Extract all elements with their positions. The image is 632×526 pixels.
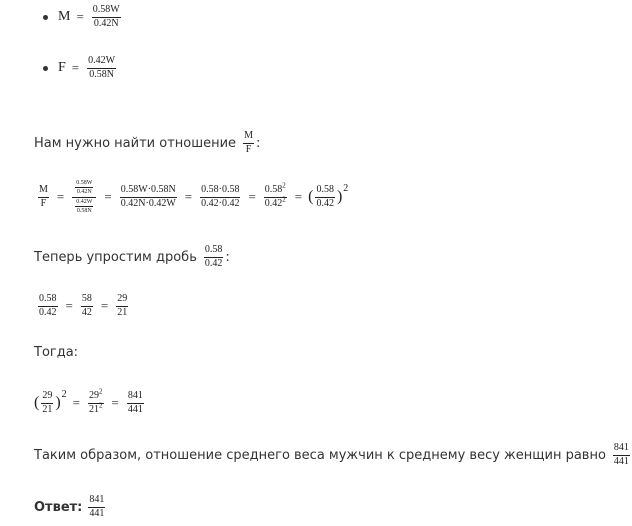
fraction-m-f: $\frac{M}{F}$ (244, 130, 253, 155)
fraction-step4: $\frac{0.58^2}{0.42^2}$ (264, 181, 286, 209)
equals-sign: = (76, 9, 84, 24)
fraction: $\frac{29}{21}$ (117, 293, 128, 318)
nested-fraction: $\frac{\frac{0.58W}{0.42N}}{\frac{0.42W}{0.58N}}$ (72, 180, 96, 214)
fraction-squared: $\frac{29^2}{21^2}$ (89, 387, 103, 415)
fraction: $\frac{29}{21}$ (42, 390, 53, 415)
paragraph-find-ratio: Нам нужно найти отношение $\frac{M}{F}$ : (34, 130, 261, 155)
answer-label: Ответ: (34, 499, 83, 515)
paragraph-simplify: Теперь упростим дробь $\frac{0.58}{0.42}$ : (34, 244, 230, 269)
answer (34, 495, 107, 519)
fraction: $\frac{0.42W}{0.58N}$ (88, 55, 116, 80)
bullet-dot (43, 15, 48, 20)
fraction: $\frac{0.58}{0.42}$ (39, 293, 57, 318)
fraction-answer: $\frac{841}{441}$ (89, 494, 105, 519)
var-m: M (58, 9, 71, 24)
fraction-step3: $\frac{0.58\cdot 0.58}{0.42\cdot 0.42}$ (201, 184, 240, 209)
equation-simplify: $\frac{0.58}{0.42}$ = $\frac{58}{42}$ = $\frac{29}{21}$ (39, 293, 128, 318)
equation-square: ( $\frac{29}{21}$ ) 2 = $\frac{29^2}{21^2}$ = $\frac{841}{441}$ (34, 387, 143, 415)
fraction-result: $\frac{841}{441}$ (127, 390, 143, 415)
fraction-conclusion: $\frac{841}{441}$ (613, 442, 629, 467)
fraction-lhs: $\frac{M}{F}$ (39, 184, 48, 209)
formula-m (58, 5, 123, 29)
fraction-simplify: $\frac{0.58}{0.42}$ (204, 244, 223, 269)
fraction-step2: $\frac{0.58W\cdot 0.58N}{0.42N\cdot 0.42W}$ (120, 184, 176, 209)
equals-sign: = (71, 60, 80, 75)
bullet-dot (43, 66, 48, 71)
formula-f (58, 56, 118, 80)
fraction-step5: $\frac{0.58}{0.42}$ (316, 184, 334, 209)
paragraph-then: Тогда: (34, 345, 79, 360)
paragraph-conclusion: Таким образом, отношение среднего веса мужчин к среднему весу женщин равно $\frac{841}{441}$ (34, 442, 629, 467)
fraction: $\frac{58}{42}$ (81, 293, 92, 318)
var-f: F (58, 60, 66, 75)
equation-ratio: $\frac{M}{F}$ = $\frac{\frac{0.58W}{0.42N}}{\frac{0.42W}{0.58N}}$ = $\frac{0.58W\cdot 0.58N}{0.42N\cdot 0.42W}$ = $\frac{0.58\cdot 0.58}{0.42\cdot 0.42}$ = $\frac{0.58^2}{0.42^2}$ = ( $\frac{0.58}{0.42}$ ) 2 (39, 180, 349, 214)
fraction: $\frac{0.58W}{0.42N}$ (92, 4, 120, 29)
